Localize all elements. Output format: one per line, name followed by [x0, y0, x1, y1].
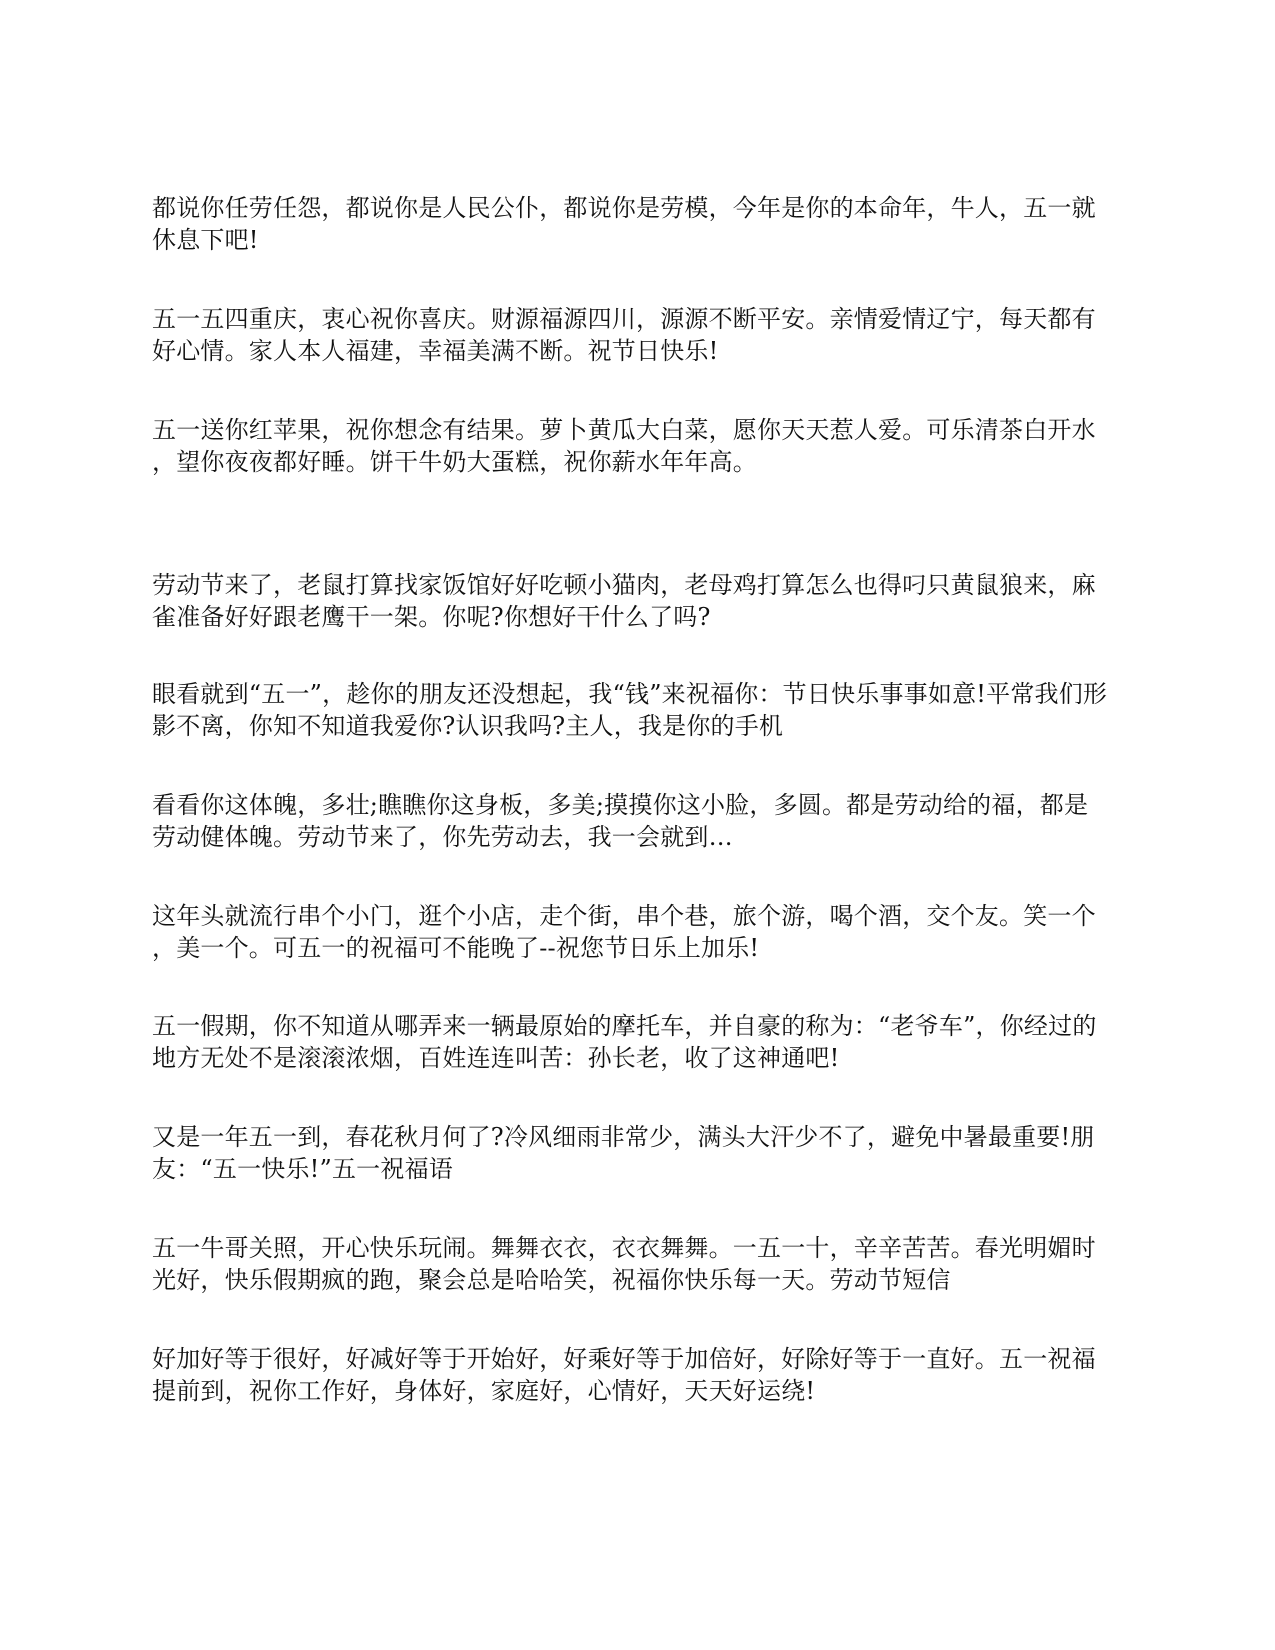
paragraph-line: 雀准备好好跟老鹰干一架。你呢?你想好干什么了吗? [152, 603, 711, 631]
paragraph-line: 地方无处不是滚滚浓烟，百姓连连叫苦：孙长老，收了这神通吧! [152, 1044, 840, 1072]
paragraph-line: 五一假期，你不知道从哪弄来一辆最原始的摩托车，并自豪的称为：“老爷车”，你经过的 [152, 1012, 1097, 1040]
paragraph-line: 好加好等于很好，好减好等于开始好，好乘好等于加倍好，好除好等于一直好。五一祝福 [152, 1345, 1096, 1373]
paragraph-9 [152, 1121, 1132, 1185]
paragraph-line: ，望你夜夜都好睡。饼干牛奶大蛋糕，祝你薪水年年高。 [152, 448, 757, 476]
paragraph-5 [152, 678, 1132, 742]
paragraph-line: 光好，快乐假期疯的跑，聚会总是哈哈笑，祝福你快乐每一天。劳动节短信 [152, 1266, 951, 1294]
paragraph-line: 眼看就到“五一”，趁你的朋友还没想起，我“钱”来祝福你：节日快乐事事如意!平常我们形 [152, 680, 1108, 708]
paragraph-11 [152, 1343, 1132, 1407]
paragraph-line: 五一送你红苹果，祝你想念有结果。萝卜黄瓜大白菜，愿你天天惹人爱。可乐清茶白开水 [152, 416, 1096, 444]
paragraph-6 [152, 789, 1132, 853]
paragraph-4 [152, 569, 1132, 633]
paragraph-line: ，美一个。可五一的祝福可不能晚了--祝您节日乐上加乐! [152, 934, 760, 962]
paragraph-line: 友：“五一快乐!”五一祝福语 [152, 1155, 453, 1183]
paragraph-3 [152, 414, 1132, 478]
paragraph-line: 这年头就流行串个小门，逛个小店，走个街，串个巷，旅个游，喝个酒，交个友。笑一个 [152, 902, 1096, 930]
paragraph-line: 看看你这体魄，多壮;瞧瞧你这身板，多美;摸摸你这小脸，多圆。都是劳动给的福，都是 [152, 791, 1089, 819]
paragraph-1 [152, 192, 1132, 256]
paragraph-line: 又是一年五一到，春花秋月何了?冷风细雨非常少，满头大汗少不了，避免中暑最重要!朋 [152, 1123, 1095, 1151]
paragraph-8 [152, 1010, 1132, 1074]
paragraph-line: 都说你任劳任怨，都说你是人民公仆，都说你是劳模，今年是你的本命年，牛人，五一就 [152, 194, 1096, 222]
paragraph-line: 劳动节来了，老鼠打算找家饭馆好好吃顿小猫肉，老母鸡打算怎么也得叼只黄鼠狼来，麻 [152, 571, 1096, 599]
paragraph-line: 劳动健体魄。劳动节来了，你先劳动去，我一会就到… [152, 823, 733, 851]
paragraph-line: 影不离，你知不知道我爱你?认识我吗?主人，我是你的手机 [152, 712, 784, 740]
paragraph-line: 休息下吧! [152, 226, 259, 254]
paragraph-line: 五一牛哥关照，开心快乐玩闹。舞舞衣衣，衣衣舞舞。一五一十，辛辛苦苦。春光明媚时 [152, 1234, 1096, 1262]
paragraph-7 [152, 900, 1132, 964]
paragraph-line: 五一五四重庆，衷心祝你喜庆。财源福源四川，源源不断平安。亲情爱情辽宁，每天都有 [152, 305, 1096, 333]
paragraph-2 [152, 303, 1132, 367]
paragraph-line: 好心情。家人本人福建，幸福美满不断。祝节日快乐! [152, 337, 719, 365]
paragraph-line: 提前到，祝你工作好，身体好，家庭好，心情好，天天好运绕! [152, 1377, 816, 1405]
paragraph-10 [152, 1232, 1132, 1296]
